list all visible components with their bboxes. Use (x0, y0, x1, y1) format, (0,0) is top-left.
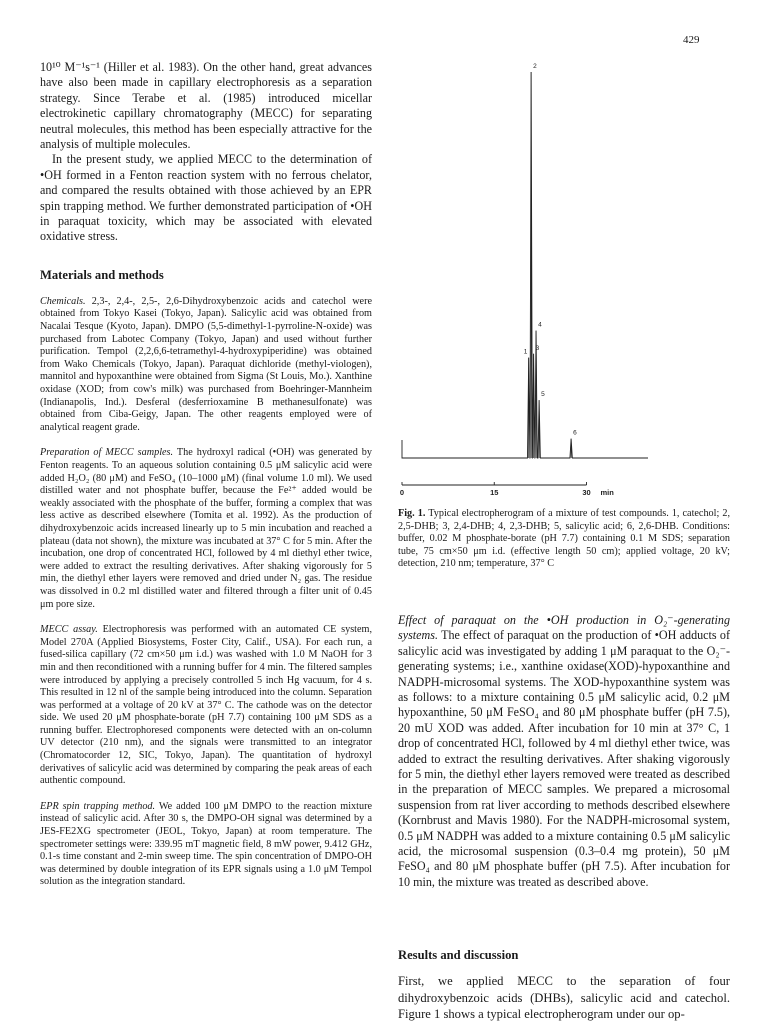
trace-layer (402, 72, 648, 458)
figure-caption-label: Fig. 1. (398, 508, 426, 519)
electropherogram-figure (398, 60, 730, 500)
page-number: 429 (683, 34, 700, 46)
x-axis (400, 482, 614, 497)
peak-label-3: 3 (535, 344, 540, 352)
epr-paragraph (40, 801, 372, 889)
peak-label-1: 1 (523, 348, 528, 356)
x-tick-label-15: 15 (490, 488, 499, 497)
chemicals-run-head: Chemicals. (40, 295, 86, 307)
chemicals-paragraph (40, 296, 372, 435)
right-column (398, 60, 730, 1023)
epr-run-head: EPR spin trapping method. (40, 800, 156, 812)
results-heading: Results and discussion (398, 948, 519, 963)
prep-text: The hydroxyl radical (•OH) was generated by Fenton reagents. To an aqueous solution containing 0.5 μM salicylic acid were added H₂O₂ (80 μM) and FeSO₄ (10–1000 μM) (final volume 1.0 ml). We used distilled water and not phosphate buffer, because the Fe²⁺ added would be weakly associated with the phosphate of the buffer, forming a complex that was less active as described elsewhere (Tomita et al. 1992). As the production of dihydroxybenzoic acids increased linearly up to 5 min incubation and reached a plateau (data not shown), the mixture was incubated at 37° C for 5 min. After the incubation, one drop of concentrated HCl, followed by 4 ml diethyl ether twice, were added to extract the resulting derivatives. After shaking vigorously for 5 min, the diethyl ether layers were removed and dried under N₂ gas. The residue was dissolved in 0.2 ml distilled water and filtered through a filter unit of 0.45 μm pore size. (40, 447, 372, 610)
figure-caption-text: Typical electropherogram of a mixture of test compounds. 1, catechol; 2, 2,5-DHB; 3, 2,4-DHB; 4, 2,3-DHB; 5, salicylic acid; 6, 2,6-DHB. Conditions: buffer, 0.02 M phosphate-borate (pH 7.7) containing 0.1 M SDS; separation tube, 75 cm×50 μm i.d. (effective length 50 cm); applied voltage, 20 kV; detection, 210 nm; temperature, 37° C (398, 508, 730, 570)
methods-heading: Materials and methods (40, 267, 164, 282)
figure-caption (398, 508, 730, 571)
peak-label-2: 2 (533, 63, 537, 70)
assay-text: Electrophoresis was performed with an automated CE system, Model 270A (Applied Biosystems, Foster City, Calif., USA). For each run, a fused-silica capillary (72 cm×50 μm i.d.) was washed with 1.0 M NaOH for 3 min and then reconditioned with a running buffer for 4 min. The filtered samples were introduced by applying a precisely controlled 5 inch Hg vacuum, for 4 s. This resulted in 12 nl of the sample being introduced into the column. Separation was performed at a voltage of 20 kV at 37° C. The cathode was on the detector side. We used 20 μM phosphate-borate (pH 7.7) containing 100 μM SDS as a running buffer. Electrophoresed components were detected with an on-column UV detector (210 nm), and the signals were transmitted to an integrator (Chromatocorder 12, SIC, Tokyo, Japan). The quantitation of hydroxyl derivatives of salicylic acid was determined by comparing the peak areas of each authentic compound. (40, 624, 372, 787)
prep-run-head: Preparation of MECC samples. (40, 447, 174, 459)
effect-text: The effect of paraquat on the production of •OH adducts of salicylic acid was investigated by adding 1 μM paraquat to the O₂⁻-generating systems; i.e., xanthine oxidase(XOD)-hypoxanthine and NADPH-microsomal systems. The XOD-hypoxanthine system was as follows: to a mixture containing 0.5 μM salicylic acid, 0.2 μM hypoxanthine, 50 μM FeSO₄ and 80 μM phosphate buffer (pH 7.5), 20 mU XOD was added. After incubation for 10 min at 37° C, 1 drop of concentrated HCl, followed by 4 ml diethyl ether twice, was added to extract the resulting derivatives. After shaking vigorously for 5 min, the diethyl ether layers removed were treated as described in the preparation of MECC samples. We prepared a microsomal suspension from rat liver according to methods described elsewhere (Kornbrust and Mavis 1980). For the NADPH-microsomal system, 0.5 μM NADPH was added to a mixture containing 0.5 μM salicylic acid, the microsomal suspension (0.3–0.4 mg protein), 50 μM FeSO₄ and 80 μM phosphate buffer (pH 7.5). After incubation for 10 min, the mixture was treated as described above. (398, 628, 730, 889)
x-axis-label: min (600, 488, 614, 497)
effect-paragraph (398, 613, 730, 890)
assay-paragraph (40, 624, 372, 788)
intro-paragraph-continued: 10¹⁰ M⁻¹s⁻¹ (Hiller et al. 1983). On the other hand, great advances have also been made in capillary electrophoresis as a separation strategy. Since Terabe et al. (1985) introduced micellar electrokinetic capillary chromatography (MECC) for separating neutral molecules, this method has been especially attractive for the analysis of multiple molecules. (40, 60, 372, 152)
results-paragraph: First, we applied MECC to the separation of four dihydroxybenzoic acids (DHBs), salicylic acid and catechol. Figure 1 shows a typical electropherogram under our op- (398, 974, 730, 1022)
peak-label-4: 4 (538, 321, 542, 329)
epr-text: We added 100 μM DMPO to the reaction mixture instead of salicylic acid. After 30 s, the DMPO-OH signal was determined by a JES-FE2XG spectrometer (JEOL, Tokyo, Japan) at room temperature. The spectrometer settings were: 339.95 mT magnetic field, 8 mW power, 9.412 GHz, 0.1-s time constant and 2-min sweep time. The spin concentration of DMPO-OH was determined by double integration of its EPR signals using a 1.0 μM Tempol solution as the integration standard. (40, 800, 372, 888)
assay-run-head: MECC assay. (40, 624, 98, 636)
prep-paragraph (40, 447, 372, 611)
chemicals-text: 2,3-, 2,4-, 2,5-, 2,6-Dihydroxybenzoic acids and catechol were obtained from Tokyo Kasei (Tokyo, Japan). Salicylic acid was obtained from Nacalai Tesque (Kyoto, Japan). DMPO (5,5-dimethyl-1-pyrroline-N-oxide) was purchased from Labotec Company (Tokyo, Japan) and used without further purification. Tempol (2,2,6,6-tetramethyl-4-hydroxypiperidine) was obtained from Wako Chemicals (Tokyo, Japan). Paraquat dichloride (methyl-viologen), mannitol and hypoxanthine were obtained from Sigma (St Louis, Mo.). Xanthine oxidase (XOD; from cow's milk) was purchased from Boehringer-Mannheim (Indianapolis, Ind.). Desferal (desferrioxamine B methanesulfonate) was obtained from Ciba-Geigy, Japan. The other reagents employed were of analytical reagent grade. (40, 295, 372, 433)
x-tick-label-0: 0 (399, 488, 405, 497)
intro-paragraph-2: In the present study, we applied MECC to the determination of •OH formed in a Fenton reaction system with no ferrous chelator, and compared the results obtained with those achieved by an EPR spin trapping method. We further demonstrated participation of •OH in paraquat toxicity, which may be associated with elevated oxidative stress. (40, 152, 372, 244)
peak-label-6: 6 (573, 429, 577, 437)
left-column (40, 60, 372, 889)
x-tick-label-30: 30 (582, 488, 591, 497)
electropherogram-trace (402, 72, 648, 458)
effect-run-head: Effect of paraquat on the •OH production in O₂⁻-generating systems. (398, 612, 730, 643)
peak-label-5: 5 (541, 391, 545, 399)
